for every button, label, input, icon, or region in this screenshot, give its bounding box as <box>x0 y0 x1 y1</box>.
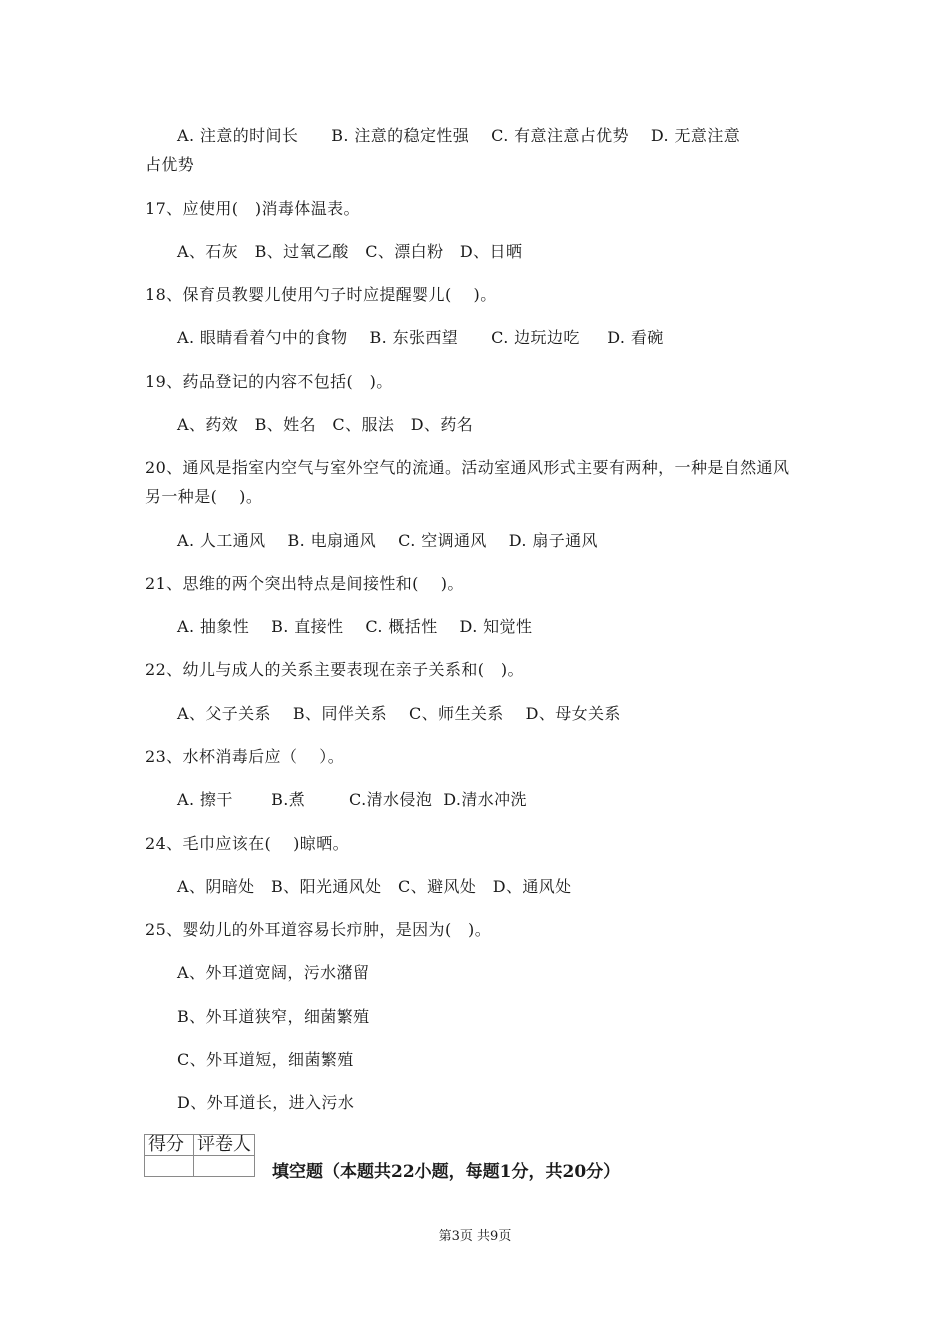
q25-option-b: B、外耳道狭窄，细菌繁殖 <box>177 1007 370 1026</box>
q19-stem: 19、药品登记的内容不包括( )。 <box>145 372 393 391</box>
q24-stem: 24、毛巾应该在( )晾晒。 <box>145 834 349 853</box>
section-title: 填空题（本题共22小题，每题1分，共20分） <box>272 1162 621 1182</box>
q17-options: A、石灰 B、过氧乙酸 C、漂白粉 D、日晒 <box>177 242 523 261</box>
page-footer: 第3页 共9页 <box>438 1229 512 1244</box>
grader-cell <box>194 1156 255 1177</box>
q25-option-c: C、外耳道短，细菌繁殖 <box>177 1050 354 1069</box>
q16-options: A. 注意的时间长 B. 注意的稳定性强 C. 有意注意占优势 D. 无意注意 <box>177 126 741 145</box>
q25-stem: 25、婴幼儿的外耳道容易长疖肿，是因为( )。 <box>145 920 492 939</box>
q25-option-a: A、外耳道宽阔，污水潴留 <box>177 963 370 982</box>
q21-options: A. 抽象性 B. 直接性 C. 概括性 D. 知觉性 <box>177 617 533 636</box>
q23-stem: 23、水杯消毒后应（ ）。 <box>145 747 345 766</box>
q17-stem: 17、应使用( )消毒体温表。 <box>145 199 360 218</box>
q22-stem: 22、幼儿与成人的关系主要表现在亲子关系和( )。 <box>145 660 524 679</box>
q25-option-d: D、外耳道长，进入污水 <box>177 1093 355 1112</box>
q24-options: A、阴暗处 B、阳光通风处 C、避风处 D、通风处 <box>177 877 572 896</box>
score-header: 得分 <box>145 1135 194 1156</box>
q19-options: A、药效 B、姓名 C、服法 D、药名 <box>177 415 474 434</box>
q16-options-continued: 占优势 <box>145 155 195 174</box>
grader-header: 评卷人 <box>194 1135 255 1156</box>
q20-options: A. 人工通风 B. 电扇通风 C. 空调通风 D. 扇子通风 <box>177 531 598 550</box>
q22-options: A、父子关系 B、同伴关系 C、师生关系 D、母女关系 <box>177 704 621 723</box>
q20-stem: 20、通风是指室内空气与室外空气的流通。活动室通风形式主要有两种，一种是自然通风 <box>145 458 790 477</box>
q18-options: A. 眼睛看着勺中的食物 B. 东张西望 C. 边玩边吃 D. 看碗 <box>177 328 664 347</box>
score-cell <box>145 1156 194 1177</box>
score-table <box>144 1134 255 1177</box>
q23-options: A. 擦干 B.煮 C.清水侵泡 D.清水冲洗 <box>177 790 527 809</box>
q21-stem: 21、思维的两个突出特点是间接性和( )。 <box>145 574 464 593</box>
q20-stem-continued: 另一种是( )。 <box>145 487 263 506</box>
q18-stem: 18、保育员教婴儿使用勺子时应提醒婴儿( )。 <box>145 285 497 304</box>
